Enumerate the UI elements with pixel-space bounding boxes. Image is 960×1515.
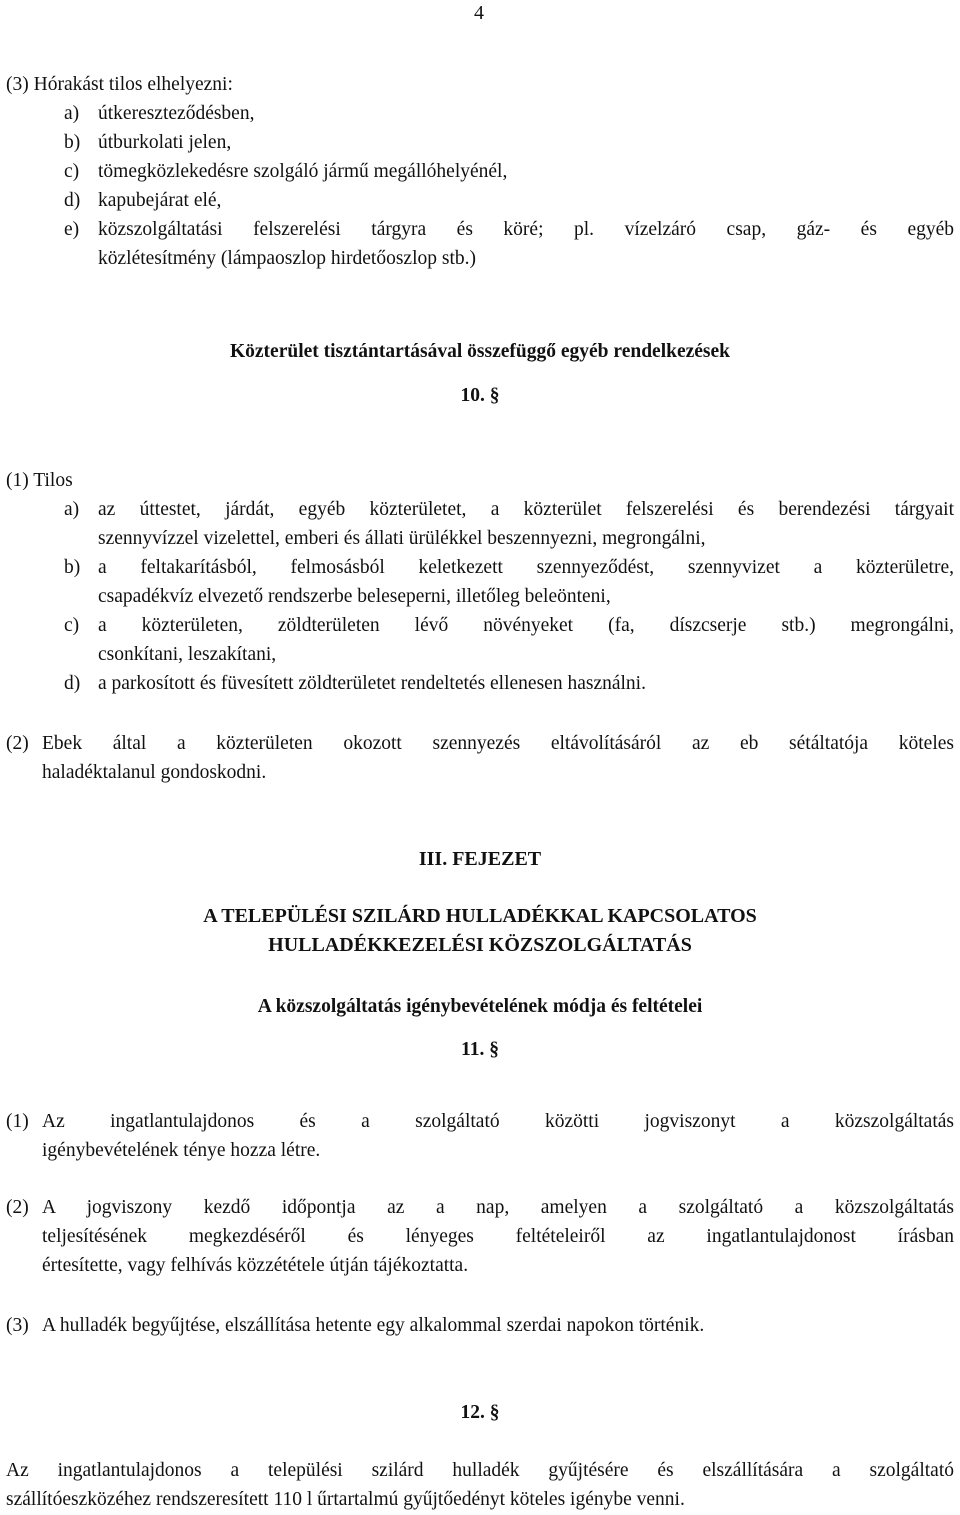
chapter-title (6, 845, 954, 874)
paragraph-number: (3) (6, 1315, 29, 1336)
chapter-heading (6, 902, 954, 960)
paragraph-intro: (1) Tilos (6, 470, 73, 491)
paragraph-intro: (3) Hórakást tilos elhelyezni: (6, 74, 233, 95)
hoarding-paragraph (6, 70, 954, 273)
section-number-text: 11. § (461, 1039, 499, 1060)
list-marker: b) (64, 132, 81, 153)
paragraph-continuation: teljesítésének megkezdéséről és lényeges feltételeiről az ingatlantulajdonost írásban (42, 1226, 954, 1247)
paragraph-line (6, 1311, 954, 1340)
list-marker: c) (64, 615, 80, 636)
paragraph-text: Az ingatlantulajdonos és a szolgáltató közötti jogviszonyt a közszolgáltatás (42, 1111, 954, 1132)
section-number (6, 1035, 954, 1064)
list-text: útkereszteződésben, (98, 103, 255, 124)
paragraph-line: Az ingatlantulajdonos a települési szilárd hulladék gyűjtésére és elszállítására a szolgáltató (6, 1460, 954, 1481)
list-marker: d) (64, 190, 81, 211)
list-marker: a) (64, 499, 80, 520)
collection-schedule-paragraph (6, 1311, 954, 1340)
list-text: az úttestet, járdát, egyéb közterületet, a közterület felszerelési és berendezési tárgyait (98, 499, 954, 520)
dog-waste-paragraph (6, 729, 954, 787)
chapter-title-text: III. FEJEZET (418, 848, 542, 870)
chapter-heading-line: A TELEPÜLÉSI SZILÁRD HULLADÉKKAL KAPCSOLATOS (203, 905, 757, 927)
list-text-continuation: szennyvízzel vizelettel, emberi és állati ürülékkel beszennyezni, megrongálni, (98, 528, 706, 549)
list-text: útburkolati jelen, (98, 132, 232, 153)
legal-relationship-paragraph (6, 1107, 954, 1165)
chapter-heading-line: HULLADÉKKEZELÉSI KÖZSZOLGÁLTATÁS (268, 934, 692, 956)
subtitle-text: Közterület tisztántartásával összefüggő egyéb rendelkezések (229, 341, 731, 362)
list-text: kapubejárat elé, (98, 190, 222, 211)
chapter-subtitle (6, 992, 954, 1021)
list-text: tömegközlekedésre szolgáló jármű megállóhelyénél, (98, 161, 508, 182)
start-date-paragraph (6, 1193, 954, 1280)
paragraph-text: A jogviszony kezdő időpontja az a nap, amelyen a szolgáltató a közszolgáltatás (42, 1197, 954, 1218)
list-item (6, 186, 954, 215)
list-item (6, 128, 954, 157)
list-marker: b) (64, 557, 81, 578)
section-number-text: 12. § (460, 1402, 500, 1423)
paragraph-line (6, 1193, 954, 1222)
list-text: a feltakarításból, felmosásból keletkezett szennyeződést, szennyvizet a közterületre, (98, 557, 954, 578)
list-item (6, 611, 954, 640)
paragraph-line: szállítóeszközéhez rendszeresített 110 l űrtartalmú gyűjtőedényt köteles igénybe venni. (6, 1489, 685, 1510)
prohibitions-paragraph (6, 466, 954, 698)
paragraph-line (6, 729, 954, 758)
list-text: a közterületen, zöldterületen lévő növényeket (fa, díszcserje stb.) megrongálni, (98, 615, 954, 636)
paragraph-continuation: értesítette, vagy felhívás közzététele útján tájékoztatta. (42, 1255, 469, 1276)
section-number (6, 1398, 954, 1427)
section-number-text: 10. § (460, 385, 500, 406)
section-number (6, 381, 954, 410)
list-item (6, 495, 954, 524)
list-text: közszolgáltatási felszerelési tárgyra és köré; pl. vízelzáró csap, gáz- és egyéb (98, 219, 954, 240)
paragraph-text: Ebek által a közterületen okozott szennyezés eltávolításáról az eb sétáltatója köteles (42, 733, 954, 754)
list-item (6, 215, 954, 244)
container-paragraph (6, 1456, 954, 1514)
paragraph-number: (2) (6, 733, 29, 754)
paragraph-number: (1) (6, 1111, 29, 1132)
list-text: a parkosított és füvesített zöldterületet rendeltetés ellenesen használni. (98, 673, 646, 694)
list-marker: a) (64, 103, 80, 124)
paragraph-text: A hulladék begyűjtése, elszállítása hetente egy alkalommal szerdai napokon történik. (42, 1315, 705, 1336)
paragraph-continuation: haladéktalanul gondoskodni. (42, 762, 267, 783)
list-item (6, 157, 954, 186)
page-number: 4 (474, 2, 484, 24)
paragraph-line (6, 1107, 954, 1136)
list-item (6, 553, 954, 582)
list-text-continuation: csonkítani, leszakítani, (98, 644, 277, 665)
paragraph-continuation: igénybevételének ténye hozza létre. (42, 1140, 321, 1161)
list-marker: d) (64, 673, 81, 694)
list-item (6, 669, 954, 698)
list-text-continuation: közlétesítmény (lámpaoszlop hirdetőoszlop stb.) (98, 248, 476, 269)
list-marker: c) (64, 161, 80, 182)
list-marker: e) (64, 219, 80, 240)
paragraph-number: (2) (6, 1197, 29, 1218)
chapter-subtitle-text: A közszolgáltatás igénybevételének módja és feltételei (257, 996, 703, 1017)
list-text-continuation: csapadékvíz elvezető rendszerbe beleseperni, illetőleg beleönteni, (98, 586, 611, 607)
list-item (6, 99, 954, 128)
section-subtitle (6, 337, 954, 366)
